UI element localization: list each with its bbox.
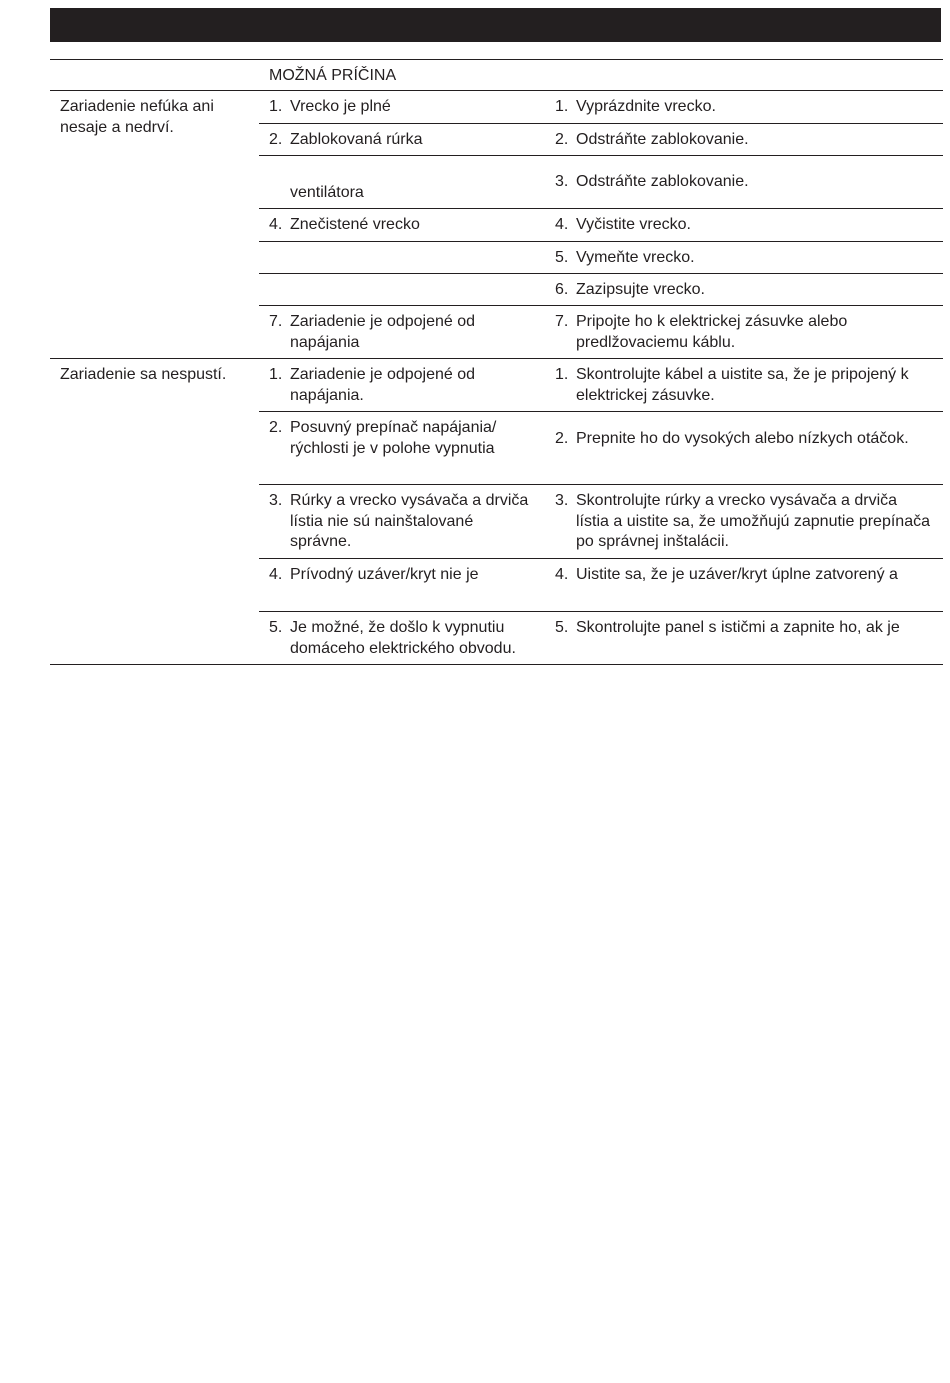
cause-number: 2. [269,419,283,436]
solution-number: 5. [555,249,569,266]
cause-number: 3. [269,492,283,509]
solution-number: 4. [555,566,569,583]
cause-text: Je možné, že došlo k vypnutiu domáceho elektrického obvodu. [290,619,516,657]
table-row [259,306,943,358]
table-row [259,612,943,664]
cause-number [269,183,290,204]
solution-number: 3. [555,173,569,190]
solution-text: Pripojte ho k elektrickej zásuvke alebo predlžovaciemu káblu. [576,313,848,351]
solution-number: 5. [555,619,569,636]
cause-number: 2. [269,131,283,148]
table-row [259,91,943,124]
problem-text: Zariadenie sa nespustí. [60,366,227,383]
cause-number: 7. [269,313,283,330]
cause-number: 4. [269,566,283,583]
cause-text: Zablokovaná rúrka [290,131,423,148]
table-row [259,124,943,156]
table-row [259,242,943,274]
solution-text: Odstráňte zablokovanie. [576,131,749,148]
cause-text: Znečistené vrecko [290,216,420,233]
solution-text: Vyčistite vrecko. [576,216,691,233]
solution-text: Vyprázdnite vrecko. [576,98,716,115]
cause-number: 4. [269,216,283,233]
table-row [259,412,943,485]
table-row [259,559,943,612]
solution-number: 2. [555,131,569,148]
cause-text: Posuvný prepínač napájania/ rýchlosti je v polohe vypnutia [290,419,497,457]
solution-text: Vymeňte vrecko. [576,249,695,266]
table-row [259,209,943,242]
cause-text: Zariadenie je odpojené od napájania. [290,366,476,404]
solution-text: Skontrolujte rúrky a vrecko vysávača a drviča lístia a uistite sa, že umožňujú zapnutie prepínača po správnej inštalácii. [576,492,930,550]
column-header-cause: MOŽNÁ PRÍČINA [269,67,397,84]
solution-number: 6. [555,281,569,298]
cause-text: Prívodný uzáver/kryt nie je [290,566,479,583]
solution-number: 1. [555,366,569,383]
solution-text: Skontrolujte kábel a uistite sa, že je pripojený k elektrickej zásuvke. [576,366,909,404]
table-row [259,485,943,559]
solution-text: Prepnite ho do vysokých alebo nízkych otáčok. [576,430,909,447]
cause-text: Zariadenie je odpojené od napájania [290,313,476,351]
troubleshooting-section-no-airflow [50,91,943,359]
solution-text: Skontrolujte panel s ističmi a zapnite ho, ak je [576,619,900,636]
cause-text: Vrecko je plné [290,98,391,115]
table-row [259,359,943,412]
cause-number: 1. [269,98,283,115]
header-bar [50,8,941,42]
cause-number: 1. [269,366,283,383]
solution-text: Odstráňte zablokovanie. [576,173,749,190]
cause-text: ventilátora [290,184,364,201]
troubleshooting-section-no-start [50,359,943,665]
solution-number: 1. [555,98,569,115]
solution-number: 4. [555,216,569,233]
table-row [259,274,943,306]
solution-number: 3. [555,492,569,509]
solution-text: Uistite sa, že je uzáver/kryt úplne zatvorený a [576,566,898,583]
cause-number: 5. [269,619,283,636]
solution-text: Zazipsujte vrecko. [576,281,705,298]
table-row [259,156,943,209]
cause-text: Rúrky a vrecko vysávača a drviča lístia nie sú nainštalované správne. [290,492,529,550]
problem-text: Zariadenie nefúka ani nesaje a nedrví. [60,98,214,136]
table-header [50,59,943,91]
solution-number: 2. [555,430,569,447]
solution-number: 7. [555,313,569,330]
